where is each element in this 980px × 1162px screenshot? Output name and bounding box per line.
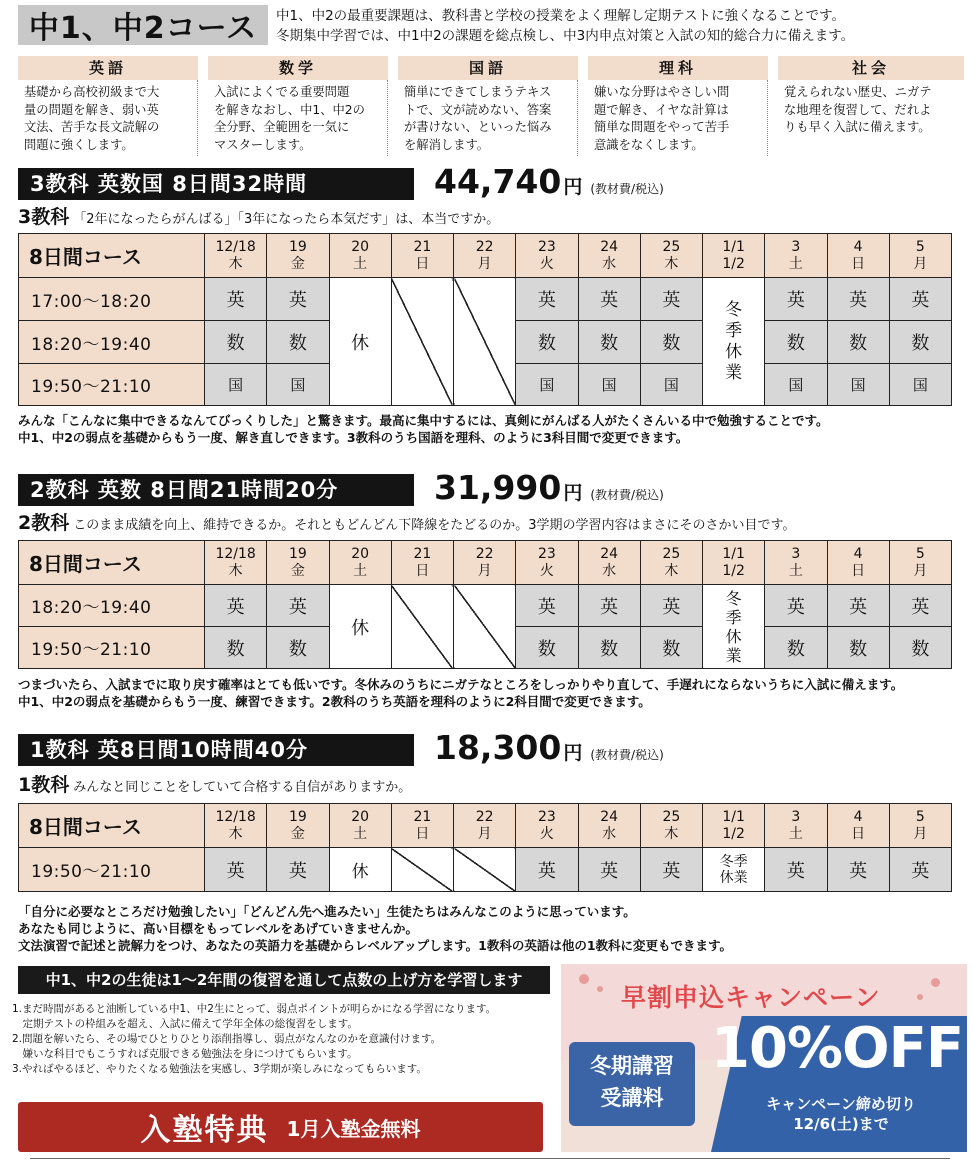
decoration-dot-icon xyxy=(597,986,603,992)
table-cell: 22 月 xyxy=(454,804,516,848)
table-row xyxy=(19,585,952,627)
table-cell xyxy=(391,848,453,892)
table-cell: 20 土 xyxy=(329,804,391,848)
table-cell: 3 土 xyxy=(765,541,827,585)
list-item: 定期テストの枠組みを超え、入試に備えて学年全体の総復習をします。 xyxy=(12,1018,358,1030)
decoration-dot-icon xyxy=(579,974,589,984)
winter-course-fee-badge: 冬期講習 受講料 xyxy=(569,1042,695,1126)
table-cell xyxy=(391,585,453,669)
course2-schedule-table xyxy=(18,540,952,669)
table-cell: 4 日 xyxy=(827,541,889,585)
course2-bar: 2教科 英数 8日間21時間20分 xyxy=(18,474,414,506)
table-cell: 英 xyxy=(765,585,827,627)
table-cell: 英 xyxy=(889,848,951,892)
table-cell: 1/1 1/2 xyxy=(703,541,765,585)
table-cell: 21 日 xyxy=(391,541,453,585)
table-cell: 12/18 木 xyxy=(205,804,267,848)
table-cell: 英 xyxy=(827,278,889,321)
course3-lead: 3教科 「2年になったらがんばる」「3年になったら本気だす」は、本当ですか。 xyxy=(18,206,500,228)
winter-break-cell: 冬季 休業 xyxy=(703,848,765,892)
table-cell: 数 xyxy=(516,627,578,669)
table-cell: 国 xyxy=(578,364,640,406)
table-cell: 4 日 xyxy=(827,804,889,848)
table-cell: 19 金 xyxy=(267,804,329,848)
table-header-row xyxy=(19,234,952,278)
table-cell: 数 xyxy=(205,627,267,669)
list-item: 3.やればやるほど、やりたくなる勉強法を実感し、3学期が楽しみになってもらいます。 xyxy=(12,1063,427,1075)
table-cell xyxy=(454,848,516,892)
table-row xyxy=(19,848,952,892)
table-header-row xyxy=(19,804,952,848)
early-campaign-panel xyxy=(561,964,967,1152)
table-cell: 数 xyxy=(205,321,267,364)
course3-para: みんな「こんなに集中できるなんてびっくりした」と驚きます。最高に集中するには、真剣にがんばる人がたくさんいる中で勉強することです。 中1、中2の弱点を基礎からもう一度、解き直しできます。3教科のうち国語を理科、のように3科目間で変更できます。 xyxy=(18,413,829,445)
table-cell: 国 xyxy=(765,364,827,406)
table-cell: 英 xyxy=(267,585,329,627)
table-cell: 英 xyxy=(205,848,267,892)
table-cell: 国 xyxy=(640,364,702,406)
table-cell: 5 月 xyxy=(889,804,951,848)
course3-schedule-table xyxy=(18,233,952,406)
table-cell: 22 月 xyxy=(454,234,516,278)
rest-cell: 休 xyxy=(329,848,391,892)
table-cell: 英 xyxy=(578,278,640,321)
table-cell: 4 日 xyxy=(827,234,889,278)
table-cell: 数 xyxy=(578,321,640,364)
winter-break-cell: 冬 季 休 業 xyxy=(703,585,765,669)
table-cell: 国 xyxy=(827,364,889,406)
course1-schedule-table xyxy=(18,803,952,892)
table-cell: 数 xyxy=(578,627,640,669)
table-cell: 17:00～18:20 xyxy=(19,278,205,321)
table-cell: 21 日 xyxy=(391,804,453,848)
table-cell: 19:50～21:10 xyxy=(19,364,205,406)
table-cell: 国 xyxy=(889,364,951,406)
course2-para: つまづいたら、入試までに取り戻す確率はとても低いです。冬休みのうちにニガテなところをしっかりやり直して、手遅れにならないうちに入試に備えます。 中1、中2の弱点を基礎からもう一度、練習できます。2教科のうち英語を理科のように2科目間で変更できます。 xyxy=(18,677,904,709)
decoration-dot-icon xyxy=(917,994,923,1000)
table-cell: 1/1 1/2 xyxy=(703,804,765,848)
table-cell: 英 xyxy=(205,278,267,321)
table-cell: 英 xyxy=(640,278,702,321)
table-cell xyxy=(454,585,516,669)
subject-social: 社会 覚えられない歴史、ニガテ な地理を復習して、だれよ りも早く入試に備えます。 xyxy=(778,56,964,156)
table-cell: 数 xyxy=(267,627,329,669)
table-cell: 22 月 xyxy=(454,541,516,585)
table-cell: 英 xyxy=(205,585,267,627)
divider xyxy=(30,1158,950,1159)
course2-price: 31,990 円 (教材費/税込) xyxy=(434,468,664,507)
table-cell: 英 xyxy=(827,848,889,892)
winter-break-cell: 冬 季 休 業 xyxy=(703,278,765,406)
table-cell: 英 xyxy=(578,585,640,627)
table-cell: 数 xyxy=(640,627,702,669)
table-cell: 8日間コース xyxy=(19,541,205,585)
table-cell: 数 xyxy=(765,627,827,669)
table-cell: 英 xyxy=(267,278,329,321)
table-cell: 英 xyxy=(765,848,827,892)
table-cell: 3 土 xyxy=(765,804,827,848)
table-cell: 24 水 xyxy=(578,541,640,585)
subject-japanese: 国語 簡単にできてしまうテキス トで、文が読めない、答案 が書けない、といった悩み を解消します。 xyxy=(398,56,578,156)
decoration-dot-icon xyxy=(931,978,940,987)
table-cell: 5 月 xyxy=(889,541,951,585)
table-cell: 数 xyxy=(827,321,889,364)
table-cell: 英 xyxy=(827,585,889,627)
table-cell: 数 xyxy=(827,627,889,669)
list-item: 嫌いな科目でもこうすれば克服できる勉強法を身につけてもらいます。 xyxy=(12,1048,358,1060)
table-row xyxy=(19,278,952,321)
table-cell: 12/18 木 xyxy=(205,541,267,585)
table-cell: 英 xyxy=(578,848,640,892)
table-cell: 英 xyxy=(516,278,578,321)
table-cell: 25 木 xyxy=(640,804,702,848)
table-cell xyxy=(391,278,453,406)
table-cell: 23 火 xyxy=(516,804,578,848)
table-cell: 数 xyxy=(516,321,578,364)
table-cell: 25 木 xyxy=(640,541,702,585)
table-cell: 18:20～19:40 xyxy=(19,585,205,627)
review-points xyxy=(12,1002,557,1077)
table-cell: 1/1 1/2 xyxy=(703,234,765,278)
table-cell: 5 月 xyxy=(889,234,951,278)
rest-cell: 休 xyxy=(329,278,391,406)
subject-science: 理科 嫌いな分野はやさしい問 題で解き、イヤな計算は 簡単な問題をやって苦手 意識をなくします。 xyxy=(588,56,768,156)
subject-english: 英語 基礎から高校初級まで大 量の問題を解き、弱い英 文法、苦手な長文読解の 問題に強くします。 xyxy=(18,56,198,156)
table-cell: 数 xyxy=(765,321,827,364)
table-cell: 8日間コース xyxy=(19,804,205,848)
course3-bar: 3教科 英数国 8日間32時間 xyxy=(18,168,414,200)
table-cell: 英 xyxy=(640,585,702,627)
rest-cell: 休 xyxy=(329,585,391,669)
table-cell: 21 日 xyxy=(391,234,453,278)
course1-lead: 1教科 みんなと同じことをしていて合格する自信がありますか。 xyxy=(18,774,412,796)
table-cell: 英 xyxy=(516,848,578,892)
table-cell: 20 土 xyxy=(329,541,391,585)
course1-bar: 1教科 英8日間10時間40分 xyxy=(18,734,414,766)
course3-price: 44,740 円 (教材費/税込) xyxy=(434,162,664,201)
enrollment-perk-banner: 入塾特典 1月入塾金無料 xyxy=(18,1102,543,1152)
table-cell: 英 xyxy=(765,278,827,321)
list-item: 2.問題を解いたら、その場でひとりひとり添削指導し、弱点がなんなのかを意識付けます。 xyxy=(12,1033,442,1045)
table-cell: 数 xyxy=(889,321,951,364)
table-cell xyxy=(454,278,516,406)
course1-para: 「自分に必要なところだけ勉強したい」「どんどん先へ進みたい」生徒たちはみんなこのように思っています。 あなたも同じように、高い目標をもってレベルをあげていきませんか。 文法演習で記述と読解力をつけ、あなたの英語力を基礎からレベルアップします。1教科の英語は他の1教科に変更もできます。 xyxy=(18,904,733,953)
intro-text: 中1、中2の最重要課題は、教科書と学校の授業をよく理解し定期テストに強くなることです。 冬期集中学習では、中1中2の課題を総点検し、中3内申点対策と入試の知的総合力に備えます。 xyxy=(276,8,855,44)
table-cell: 18:20～19:40 xyxy=(19,321,205,364)
campaign-deadline: キャンペーン締め切り 12/6(土)まで xyxy=(766,1095,916,1133)
table-cell: 23 火 xyxy=(516,541,578,585)
table-cell: 20 土 xyxy=(329,234,391,278)
table-cell: 数 xyxy=(640,321,702,364)
table-cell: 19:50～21:10 xyxy=(19,848,205,892)
table-cell: 3 土 xyxy=(765,234,827,278)
course-title: 中1、中2コース xyxy=(18,5,268,45)
review-heading: 中1、中2の生徒は1～2年間の復習を通して点数の上げ方を学習します xyxy=(18,966,550,994)
table-cell: 12/18 木 xyxy=(205,234,267,278)
table-cell: 英 xyxy=(889,278,951,321)
table-cell: 数 xyxy=(267,321,329,364)
subject-math: 数学 入試によくでる重要問題 を解きなおし、中1、中2の 全分野、全範囲を一気に マスターします。 xyxy=(208,56,388,156)
table-course-label: 8日間コース xyxy=(19,234,205,278)
table-cell: 24 水 xyxy=(578,804,640,848)
table-cell: 英 xyxy=(267,848,329,892)
list-item: 1.まだ時間があると油断している中1、中2生にとって、弱点ポイントが明らかになる学習になります。 xyxy=(12,1003,497,1015)
table-cell: 19 金 xyxy=(267,234,329,278)
campaign-title: 早割申込キャンペーン xyxy=(621,983,881,1012)
table-cell: 19 金 xyxy=(267,541,329,585)
table-cell: 国 xyxy=(205,364,267,406)
table-cell: 23 火 xyxy=(516,234,578,278)
course1-price: 18,300 円 (教材費/税込) xyxy=(434,728,664,767)
table-cell: 英 xyxy=(516,585,578,627)
discount-text: 10%OFF xyxy=(711,1016,964,1081)
table-cell: 英 xyxy=(640,848,702,892)
table-header-row xyxy=(19,541,952,585)
table-cell: 英 xyxy=(889,585,951,627)
table-cell: 25 木 xyxy=(640,234,702,278)
course2-lead: 2教科 このまま成績を向上、維持できるか。それともどんどん下降線をたどるのか。3学期の学習内容はまさにそのさかい目です。 xyxy=(18,512,796,534)
table-cell: 国 xyxy=(267,364,329,406)
table-cell: 19:50～21:10 xyxy=(19,627,205,669)
table-cell: 数 xyxy=(889,627,951,669)
table-cell: 国 xyxy=(516,364,578,406)
table-cell: 24 水 xyxy=(578,234,640,278)
